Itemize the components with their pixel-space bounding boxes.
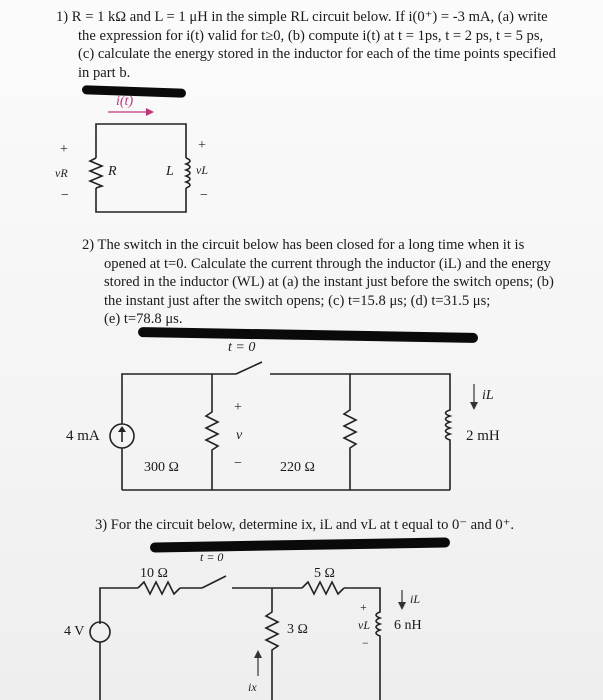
r2-label: 220 Ω (280, 460, 315, 475)
current-label: i(t) (116, 94, 134, 109)
il-arrowhead-icon (398, 602, 406, 610)
problem-1-line: in part b. (78, 64, 131, 81)
resistor-3 (266, 588, 278, 700)
inductor-6nh (376, 598, 380, 700)
switch-blade (202, 576, 226, 588)
problem-1-line: (c) calculate the energy stored in the inductor for each of the time points specified (78, 46, 556, 62)
v-label: v (236, 428, 243, 443)
minus-sign: − (200, 188, 208, 203)
top-wire-right (344, 588, 380, 598)
l-label: 2 mH (466, 428, 500, 444)
r3-label: 5 Ω (314, 566, 335, 581)
r-label: R (108, 164, 117, 179)
vr-label: vR (55, 166, 68, 180)
l-label: L (166, 164, 174, 179)
vl-label: vL (358, 618, 370, 632)
problem-2-line: stored in the inductor (WL) at (a) the instant just before the switch opens; (b) (104, 274, 554, 290)
plus-sign: + (360, 600, 367, 614)
source-label: 4 mA (66, 428, 100, 444)
switch-label: t = 0 (228, 340, 256, 355)
resistor-5 (302, 582, 344, 594)
problem-1-line: the expression for i(t) valid for t≥0, (b) compute i(t) at t = 1ps, t = 2 ps, t = 5 ps, (78, 27, 544, 44)
problem-2-line: (e) t=78.8 μs. (104, 311, 183, 327)
r1-label: 10 Ω (140, 566, 168, 581)
top-wire-left (100, 588, 138, 624)
minus-sign: − (61, 188, 69, 203)
ix-label: ix (248, 680, 257, 694)
vl-label: vL (196, 163, 208, 177)
il-label: iL (482, 388, 494, 403)
switch-label: t = 0 (200, 550, 224, 564)
il-label: iL (410, 592, 421, 606)
problem-3-line: 3) For the circuit below, determine ix, iL and vL at t equal to 0⁻ and 0⁺. (95, 517, 515, 533)
plus-sign: + (234, 400, 242, 415)
minus-sign: − (362, 636, 369, 650)
source-label: 4 V (64, 624, 85, 639)
problem-2-line: opened at t=0. Calculate the current through the inductor (iL) and the energy (104, 255, 551, 272)
problem-1-line: 1) R = 1 kΩ and L = 1 μH in the simple RL circuit below. If i(0⁺) = -3 mA, (a) write (56, 9, 548, 25)
problem-2-line: the instant just after the switch opens; (c) t=15.8 μs; (d) t=31.5 μs; (104, 292, 491, 309)
problem-2-line: 2) The switch in the circuit below has been closed for a long time when it is (82, 237, 525, 253)
ix-arrowhead-icon (254, 650, 262, 658)
voltage-source-circle (90, 622, 110, 642)
l-label: 6 nH (394, 618, 422, 633)
r2-label: 3 Ω (287, 622, 308, 637)
r1-label: 300 Ω (144, 460, 179, 475)
plus-sign: + (60, 142, 68, 157)
minus-sign: − (234, 456, 242, 471)
resistor-10 (138, 582, 180, 594)
plus-sign: + (198, 138, 206, 153)
